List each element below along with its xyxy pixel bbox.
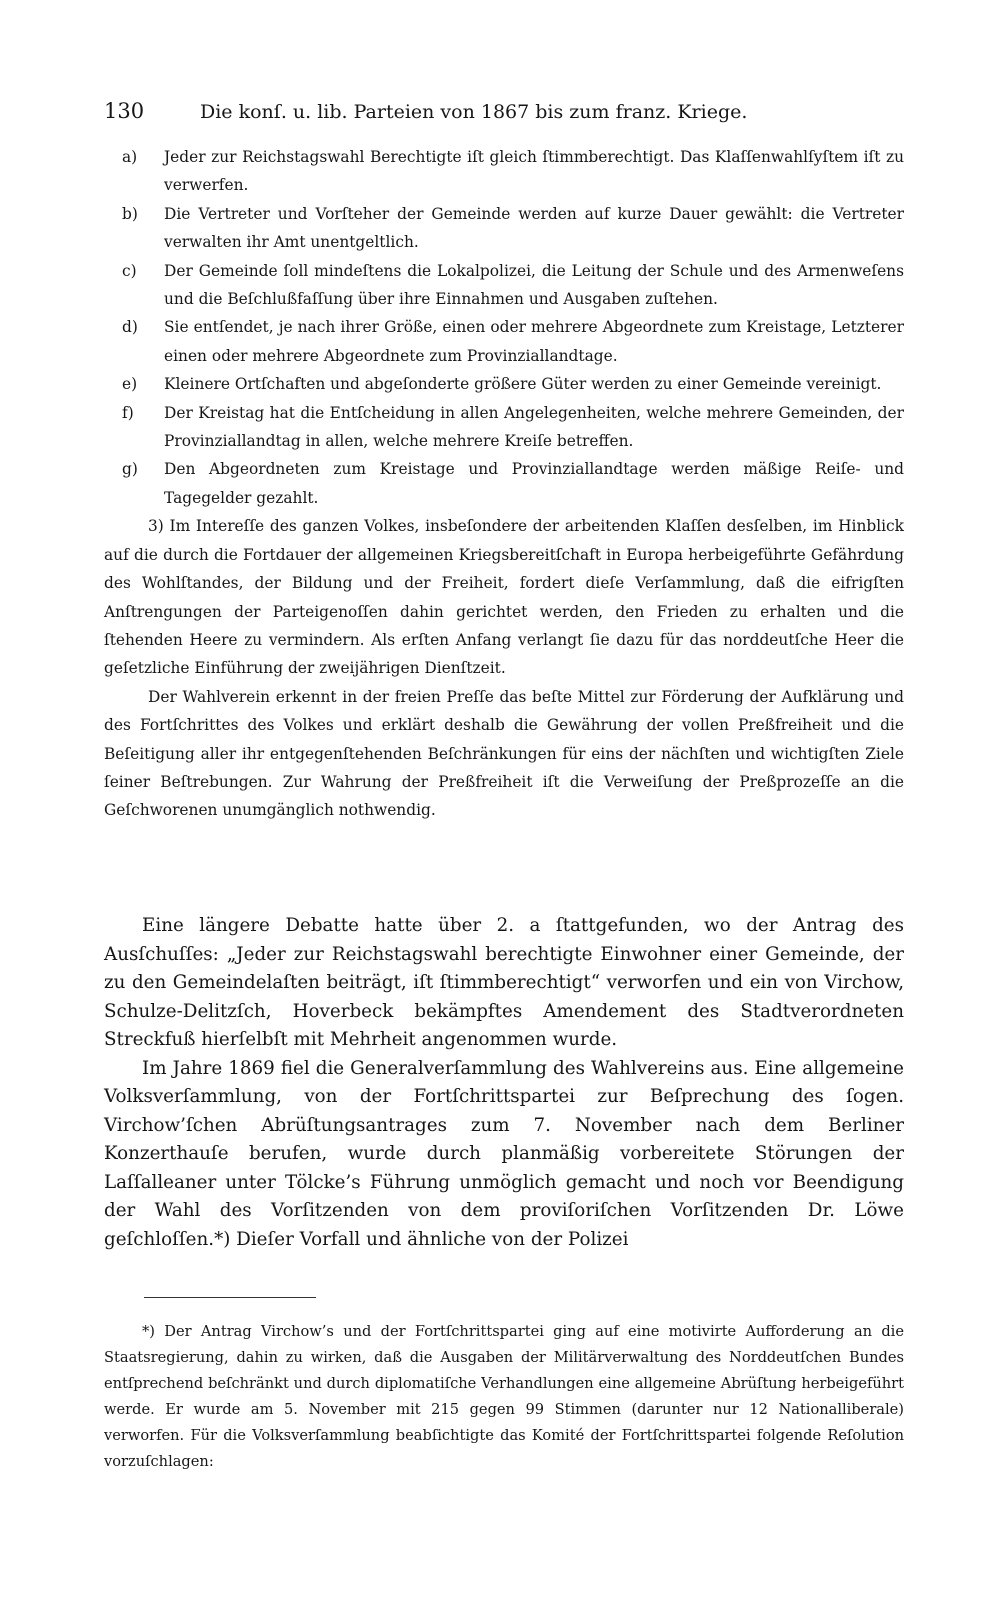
paragraph-1869: Im Jahre 1869 fiel die Generalverſammlung des Wahlvereins aus. Eine allgemeine Volksverſammlung, von der Fortſchrittspartei zur Beſprechung des ſogen. Virchow’ſchen Abrüſtungsantrages zum 7. November nach dem Berliner Konzerthauſe berufen, wurde durch planmäßig vorbereitete Störungen der Laſſalleaner unter Tölcke’s Führung unmöglich gemacht und noch vor Beendigung der Wahl des Vorſitzenden von dem proviſoriſchen Vorſitzenden Dr. Löwe geſchloſſen.*) Dieſer Vorfall und ähnliche von der Polizei bbox=[104, 1057, 904, 1250]
paragraph-press-freedom: Der Wahlverein erkennt in der freien Preſſe das beſte Mittel zur Förderung der Aufklärung und des Fortſchrittes des Volkes und erklärt deshalb die Gewährung der vollen Preßfreiheit und die Beſeitigung aller ihr entgegenſtehenden Beſchränkungen für eins der nächſten und wichtigſten Ziele ſeiner Beſtrebungen. Zur Wahrung der Preßfreiheit iſt die Verweiſung der Preßprozeſſe an die Geſchworenen unumgänglich nothwendig. bbox=[104, 687, 904, 820]
list-item: f) Der Kreistag hat die Entſcheidung in allen Angelegenheiten, welche mehrere Gemeinden, der Provinziallandtag in allen, welche mehrere Kreiſe betreffen. bbox=[122, 403, 904, 451]
paragraph-disarmament: 3) Im Intereſſe des ganzen Volkes, insbeſondere der arbeitenden Klaſſen desſelben, im Hinblick auf die durch die Fortdauer der allgemeinen Kriegsbereitſchaft in Europa herbeigeführte Gefährdung des Wohlſtandes, der Bildung und der Freiheit, fordert dieſe Verſammlung, daß die eifrigſten Anſtrengungen der Parteigenoſſen dahin gerichtet werden, den Frieden zu erhalten und die ſtehenden Heere zu vermindern. Als erſten Anfang verlangt ſie dazu für das norddeutſche Heer die geſetzliche Einführung der zweijährigen Dienſtzeit. bbox=[104, 517, 904, 678]
resolution-items bbox=[104, 143, 904, 825]
main-text bbox=[104, 912, 904, 1254]
footnote-divider bbox=[144, 1297, 316, 1298]
list-item: d) Sie entſendet, je nach ihrer Größe, einen oder mehrere Abgeordnete zum Kreistage, Letzterer einen oder mehrere Abgeordnete zum Provinziallandtage. bbox=[122, 318, 904, 365]
paragraph-debate: Eine längere Debatte hatte über 2. a ſtattgefunden, wo der Antrag des Ausſchuſſes: „Jeder zur Reichstagswahl berechtigte Einwohner einer Gemeinde, der zu den Gemeindelaſten beiträgt, iſt ſtimmberechtigt“ verworfen und ein von Virchow, Schulze-Delitzſch, Hoverbeck bekämpftes Amendement des Stadtverordneten Streckfuß hierſelbſt mit Mehrheit angenommen wurde. bbox=[104, 915, 904, 1050]
running-title: Die konſ. u. lib. Parteien von 1867 bis zum franz. Kriege. bbox=[200, 101, 748, 123]
footnote: *) Der Antrag Virchow’s und der Fortſchrittspartei ging auf eine motivirte Aufforderung an die Staatsregierung, dahin zu wirken, daß die Ausgaben der Militärverwaltung des Norddeutſchen Bundes entſprechend beſchränkt und durch diplomatiſche Verhandlungen eine allgemeine Abrüſtung herbeigeführt werde. Er wurde am 5. November mit 215 gegen 99 Stimmen (darunter nur 12 Nationalliberale) verworfen. Für die Volksverſammlung beabſichtigte das Komité der Fortſchrittspartei folgende Reſolution vorzuſchlagen: bbox=[104, 1322, 904, 1470]
list-item: g) Den Abgeordneten zum Kreistage und Provinziallandtage werden mäßige Reiſe- und Tagegelder gezahlt. bbox=[122, 460, 904, 507]
list-item: a) Jeder zur Reichstagswahl Berechtigte iſt gleich ſtimmberechtigt. Das Klaſſenwahlſyſtem iſt zu verwerfen. bbox=[122, 148, 904, 195]
list-item: e) Kleinere Ortſchaften und abgeſonderte größere Güter werden zu einer Gemeinde vereinigt. bbox=[122, 375, 882, 394]
list-item: c) Der Gemeinde ſoll mindeſtens die Lokalpolizei, die Leitung der Schule und des Armenweſens und die Beſchlußfaſſung über ihre Einnahmen und Ausgaben zuſtehen. bbox=[122, 261, 904, 309]
page-header bbox=[104, 96, 904, 126]
list-item: b) Die Vertreter und Vorſteher der Gemeinde werden auf kurze Dauer gewählt: die Vertreter verwalten ihr Amt unentgeltlich. bbox=[122, 204, 904, 252]
page-number: 130 bbox=[104, 99, 145, 123]
